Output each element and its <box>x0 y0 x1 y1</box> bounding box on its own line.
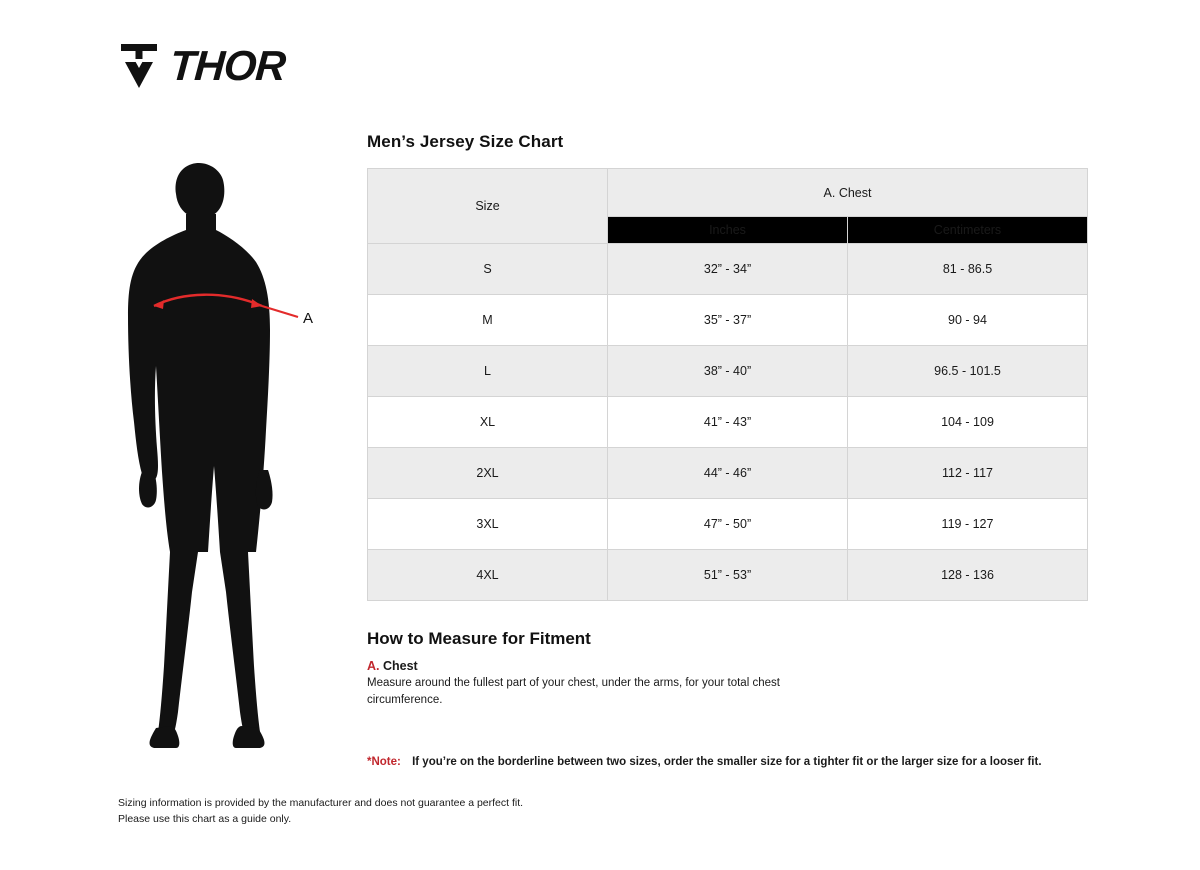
cell-size: M <box>368 295 608 346</box>
table-row <box>368 448 1088 499</box>
howto-title: How to Measure for Fitment <box>367 629 591 648</box>
table-row <box>368 295 1088 346</box>
size-chart-table <box>367 168 1088 601</box>
cell-centimeters: 81 - 86.5 <box>848 244 1088 295</box>
column-header-size: Size <box>368 169 608 244</box>
cell-inches: 51” - 53” <box>608 550 848 601</box>
measure-item-name: Chest <box>382 659 418 673</box>
cell-size: L <box>368 346 608 397</box>
cell-centimeters: 96.5 - 101.5 <box>848 346 1088 397</box>
column-header-chest: A. Chest <box>608 169 1088 217</box>
page-title: Men’s Jersey Size Chart <box>367 132 564 151</box>
footer-line-1: Sizing information is provided by the manufacturer and does not guarantee a perfect fit. <box>118 797 524 809</box>
footer-line-2: Please use this chart as a guide only. <box>118 813 292 826</box>
table-row <box>368 244 1088 295</box>
table-row <box>368 397 1088 448</box>
cell-inches: 44” - 46” <box>608 448 848 499</box>
note-label: *Note: <box>367 756 401 769</box>
cell-size: 2XL <box>368 448 608 499</box>
chest-callout-label: A <box>303 310 314 327</box>
measure-item <box>367 659 1087 708</box>
cell-centimeters: 104 - 109 <box>848 397 1088 448</box>
cell-size: S <box>368 244 608 295</box>
thor-hammer-icon <box>118 42 160 90</box>
table-header-row-1 <box>368 169 1088 217</box>
cell-size: XL <box>368 397 608 448</box>
column-header-centimeters: Centimeters <box>848 217 1088 244</box>
cell-size: 4XL <box>368 550 608 601</box>
cell-centimeters: 112 - 117 <box>848 448 1088 499</box>
note-text: If you’re on the borderline between two sizes, order the smaller size for a tighter fit or the larger size for a looser fit. <box>412 756 1042 769</box>
table-row <box>368 499 1088 550</box>
table-row <box>368 346 1088 397</box>
cell-centimeters: 128 - 136 <box>848 550 1088 601</box>
brand-wordmark: THOR <box>168 42 287 89</box>
note <box>367 756 1087 768</box>
body-diagram <box>120 160 335 750</box>
cell-centimeters: 90 - 94 <box>848 295 1088 346</box>
brand-logo <box>118 42 285 90</box>
measure-item-description: Measure around the fullest part of your chest, under the arms, for your total chest circumference. <box>367 677 780 706</box>
cell-inches: 32” - 34” <box>608 244 848 295</box>
footer-disclaimer <box>118 795 523 828</box>
cell-inches: 38” - 40” <box>608 346 848 397</box>
size-chart-content <box>367 132 1087 768</box>
column-header-inches: Inches <box>608 217 848 244</box>
cell-inches: 41” - 43” <box>608 397 848 448</box>
cell-inches: 47” - 50” <box>608 499 848 550</box>
measure-item-label <box>367 659 1087 673</box>
cell-size: 3XL <box>368 499 608 550</box>
cell-centimeters: 119 - 127 <box>848 499 1088 550</box>
table-row <box>368 550 1088 601</box>
measure-item-letter: A. <box>367 659 380 673</box>
cell-inches: 35” - 37” <box>608 295 848 346</box>
